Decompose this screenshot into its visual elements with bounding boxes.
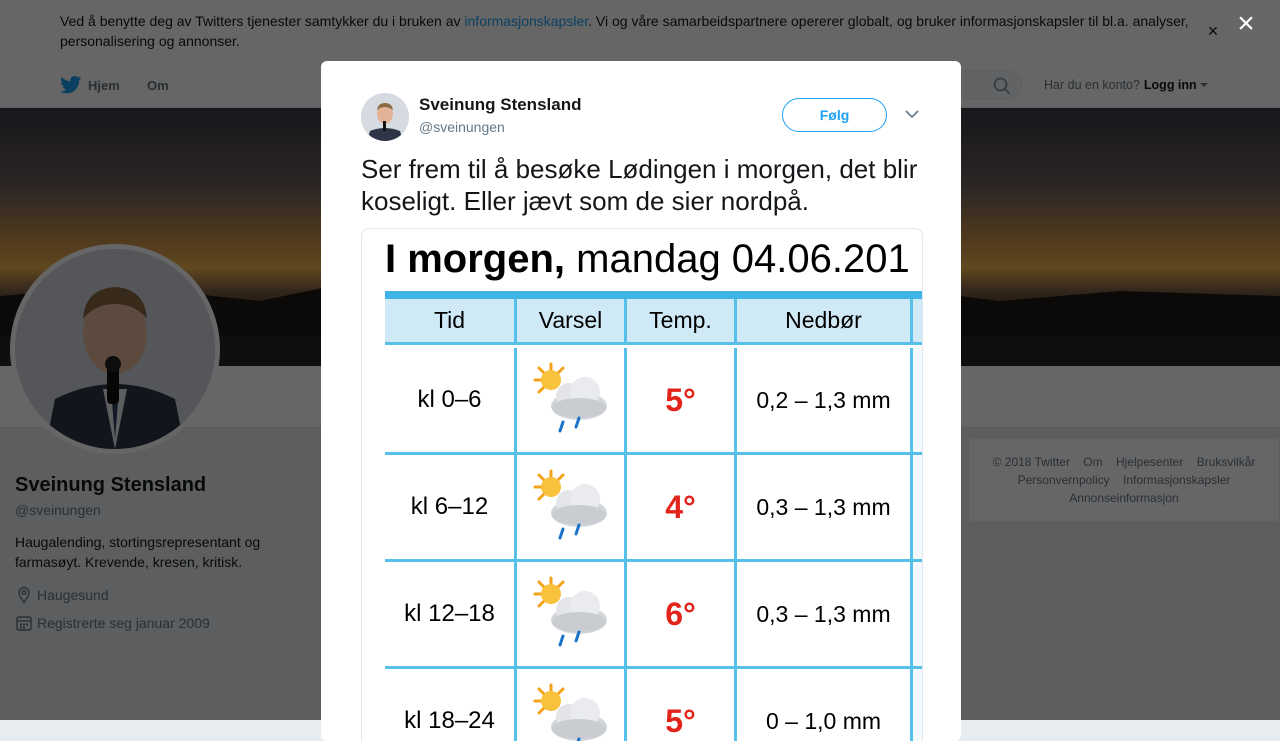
- row-temp: 4°: [627, 455, 737, 559]
- row-precip: 0,3 – 1,3 mm: [737, 455, 913, 559]
- partly-cloudy-rain-icon: [529, 574, 613, 654]
- weather-cell: [517, 348, 627, 452]
- chevron-down-icon[interactable]: [904, 108, 920, 120]
- author-portrait: [361, 93, 409, 141]
- tweet-author-avatar[interactable]: [361, 93, 409, 141]
- row-time: kl 6–12: [385, 455, 517, 559]
- forecast-header-row: [385, 299, 923, 345]
- row-extra: [913, 455, 923, 559]
- row-precip: 0,3 – 1,3 mm: [737, 562, 913, 666]
- header-extra: [913, 299, 923, 342]
- forecast-row: [385, 348, 923, 455]
- weather-cell: [517, 669, 627, 741]
- row-extra: [913, 348, 923, 452]
- tweet-image-forecast[interactable]: [361, 228, 923, 741]
- row-time: kl 12–18: [385, 562, 517, 666]
- header-tid: Tid: [385, 299, 517, 342]
- header-temp: Temp.: [627, 299, 737, 342]
- forecast-title-bold: I morgen,: [385, 237, 566, 281]
- forecast-row: [385, 669, 923, 741]
- header-nedbor: Nedbør: [737, 299, 913, 342]
- forecast-row: [385, 455, 923, 562]
- weather-cell: [517, 562, 627, 666]
- partly-cloudy-rain-icon: [529, 360, 613, 440]
- forecast-top-bar: [385, 291, 923, 299]
- tweet-text: Ser frem til å besøke Lødingen i morgen, det blir koseligt. Eller jævt som de sier nordpå.: [361, 154, 918, 216]
- row-temp: 5°: [627, 348, 737, 452]
- forecast-title-date: mandag 04.06.201: [565, 237, 910, 281]
- partly-cloudy-rain-icon: [529, 467, 613, 547]
- row-precip: 0,2 – 1,3 mm: [737, 348, 913, 452]
- row-temp: 5°: [627, 669, 737, 741]
- row-extra: [913, 562, 923, 666]
- forecast-row: [385, 562, 923, 669]
- weather-cell: [517, 455, 627, 559]
- partly-cloudy-rain-icon: [529, 681, 613, 741]
- tweet-modal: [321, 61, 961, 741]
- forecast-title: [385, 237, 910, 282]
- row-precip: 0 – 1,0 mm: [737, 669, 913, 741]
- follow-button[interactable]: Følg: [782, 98, 887, 132]
- tweet-author-name[interactable]: Sveinung Stensland: [419, 95, 582, 114]
- row-time: kl 18–24: [385, 669, 517, 741]
- row-time: kl 0–6: [385, 348, 517, 452]
- header-varsel: Varsel: [517, 299, 627, 342]
- row-extra: [913, 669, 923, 741]
- tweet-author-handle[interactable]: @sveinungen: [419, 119, 505, 135]
- close-icon[interactable]: ×: [1237, 7, 1255, 40]
- row-temp: 6°: [627, 562, 737, 666]
